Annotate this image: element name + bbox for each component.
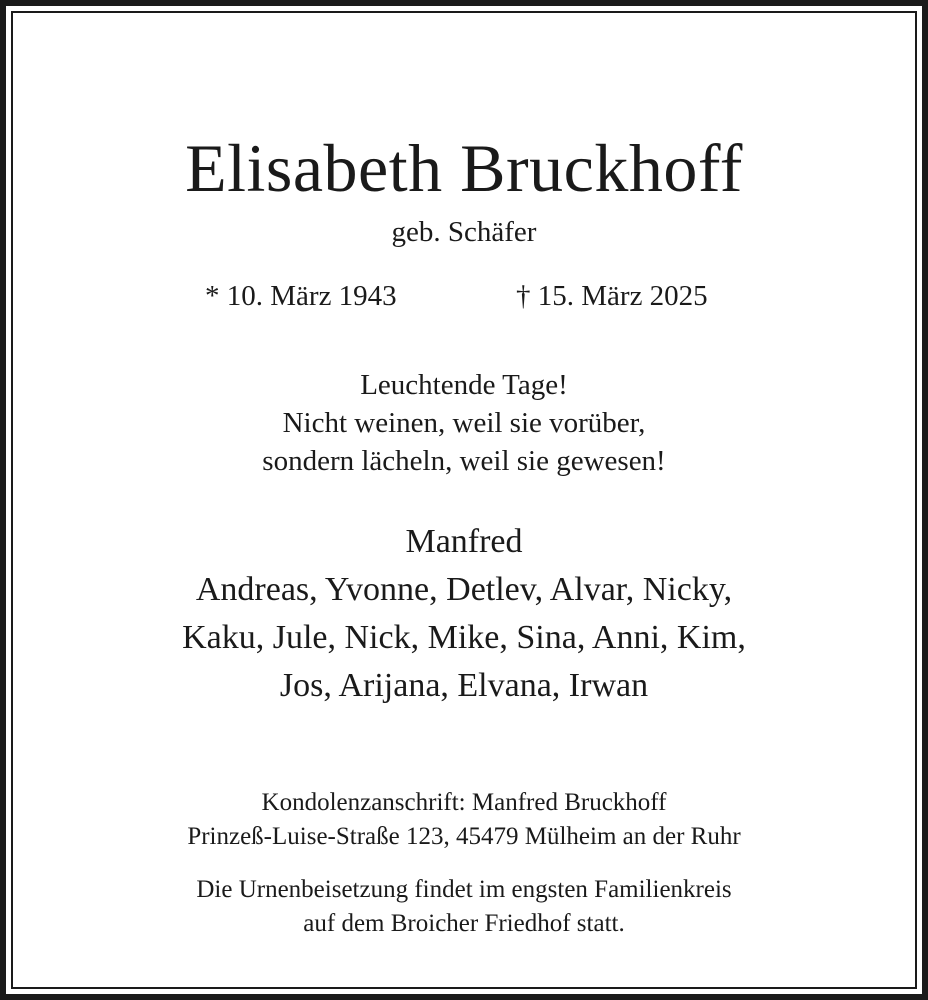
mourner-line: Manfred <box>405 523 523 560</box>
poem <box>0 366 928 480</box>
burial-notice <box>0 873 928 941</box>
poem-line: Nicht weinen, weil sie vorüber, <box>282 407 646 439</box>
deceased-name: Elisabeth Bruckhoff <box>185 130 743 206</box>
birth-date: * 10. März 1943 <box>205 280 397 312</box>
condolence-address <box>0 786 928 854</box>
poem-line: sondern lächeln, weil sie gewesen! <box>262 445 666 477</box>
death-date: † 15. März 2025 <box>516 280 708 312</box>
burial-line: auf dem Broicher Friedhof statt. <box>303 910 625 937</box>
contact-line: Prinzeß-Luise-Straße 123, 45479 Mülheim an der Ruhr <box>187 823 741 850</box>
contact-line: Kondolenzanschrift: Manfred Bruckhoff <box>261 789 667 816</box>
mourner-line: Kaku, Jule, Nick, Mike, Sina, Anni, Kim, <box>182 619 746 656</box>
maiden-name: geb. Schäfer <box>391 216 537 248</box>
mourners-list <box>0 518 928 710</box>
mourner-line: Jos, Arijana, Elvana, Irwan <box>279 667 649 704</box>
burial-line: Die Urnenbeisetzung findet im engsten Familienkreis <box>196 876 732 903</box>
poem-line: Leuchtende Tage! <box>360 369 568 401</box>
mourner-line: Andreas, Yvonne, Detlev, Alvar, Nicky, <box>195 571 733 608</box>
